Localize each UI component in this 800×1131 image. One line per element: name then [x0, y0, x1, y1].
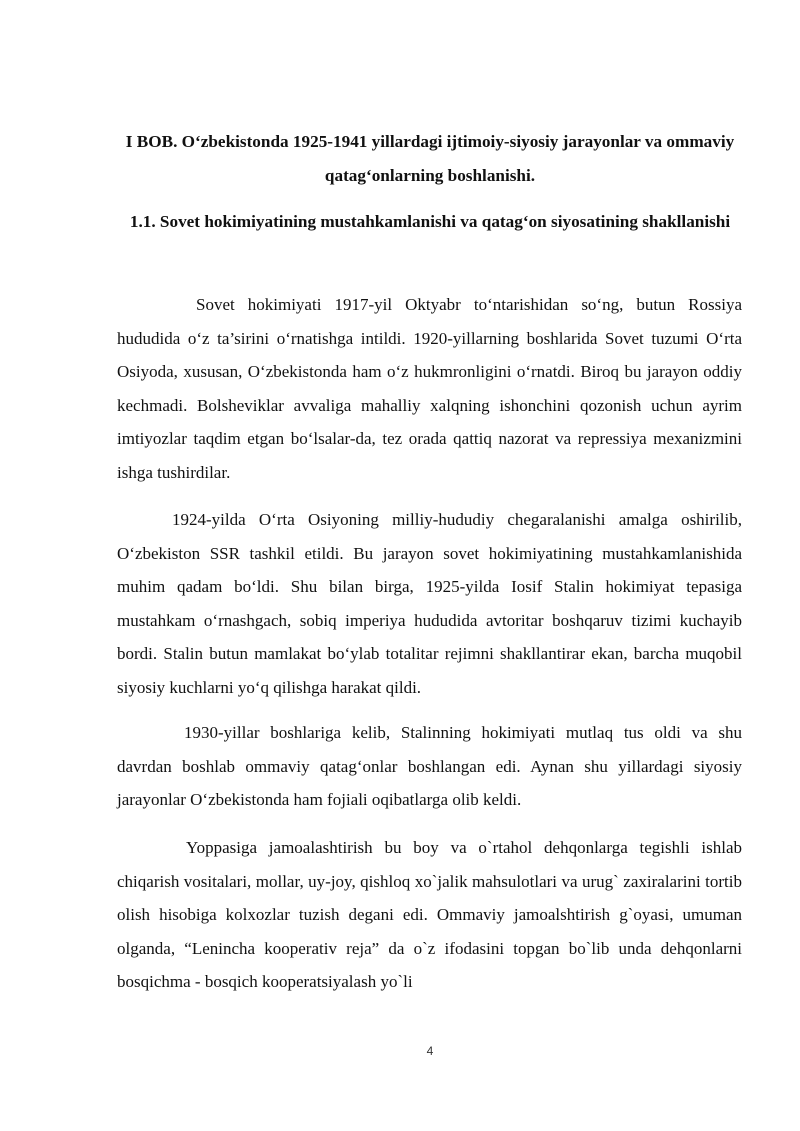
chapter-title: I BOB. O‘zbekistonda 1925-1941 yillardagi ijtimoiy-siyosiy jarayonlar va ommaviy qatag‘onlarning boshlanishi. [125, 132, 735, 185]
section-title: 1.1. Sovet hokimiyatining mustahkamlanishi va qatag‘on siyosatining shakllanishi [129, 212, 731, 231]
paragraph-1: Sovet hokimiyati 1917-yil Oktyabr to‘ntarishidan so‘ng, butun Rossiya hududida o‘z ta’sirini o‘rnatishga intildi. 1920-yillarning boshlarida Sovet tuzumi O‘rta Osiyoda, xususan, O‘zbekistonda ham o‘z hukmronligini o‘rnatdi. Biroq bu jarayon oddiy kechmadi. Bolsheviklar avvaliga mahalliy xalqning ishonchini qozonish uchun ayrim imtiyozlar taqdim etgan bo‘lsalar-da, tez orada qattiq nazorat va repressiya mexanizmini ishga tushirdilar. [117, 295, 742, 482]
paragraph-3: 1930-yillar boshlariga kelib, Stalinning hokimiyati mutlaq tus oldi va shu davrdan boshlab ommaviy qatag‘onlar boshlangan edi. Aynan shu yillardagi siyosiy jarayonlar O‘zbekistonda ham fojiali oqibatlarga olib keldi. [117, 723, 742, 809]
page-number: 4 [426, 1044, 434, 1058]
paragraph-4: Yoppasiga jamoalashtirish bu boy va o`rtahol dehqonlarga tegishli ishlab chiqarish vositalari, mollar, uy-joy, qishloq xo`jalik mahsulotlari va urug` zaxiralarini tortib olish hisobiga kolxozlar tuzish degani edi. Ommaviy jamoalshtirish g`oyasi, umuman olganda, “Lenincha kooperativ reja” da o`z ifodasini topgan bo`lib unda dehqonlarni bosqichma - bosqich kooperatsiyalash yo`li [117, 838, 742, 991]
paragraph-2: 1924-yilda O‘rta Osiyoning milliy-hududiy chegaralanishi amalga oshirilib, O‘zbekiston SSR tashkil etildi. Bu jarayon sovet hokimiyatining mustahkamlanishida muhim qadam bo‘ldi. Shu bilan birga, 1925-yilda Iosif Stalin hokimiyat tepasiga mustahkam o‘rnashgach, sobiq imperiya hududida avtoritar boshqaruv tizimi kuchayib bordi. Stalin butun mamlakat bo‘ylab totalitar rejimni shakllantirar ekan, barcha muqobil siyosiy kuchlarni yo‘q qilishga harakat qildi. [117, 510, 742, 697]
